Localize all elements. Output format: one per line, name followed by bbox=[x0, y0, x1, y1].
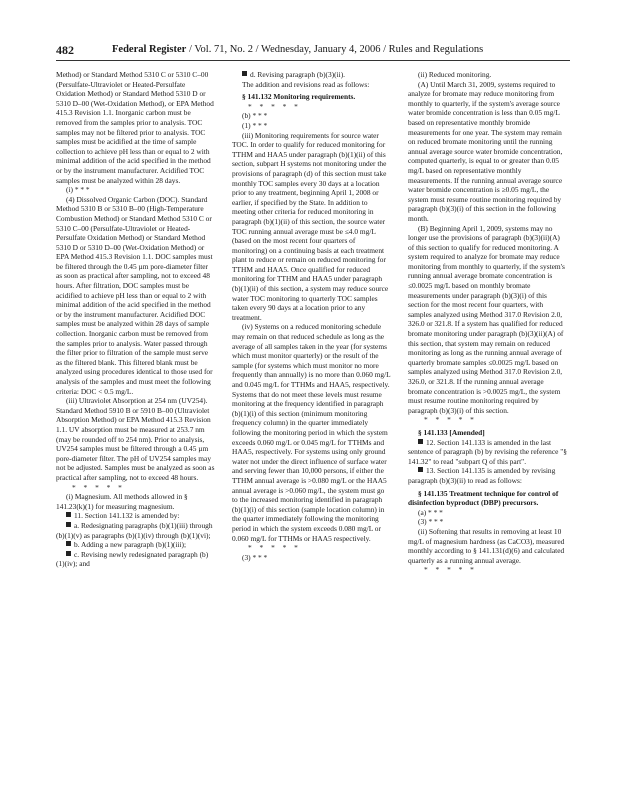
paragraph: (i) * * * bbox=[66, 185, 90, 195]
amendatory-instruction bbox=[56, 511, 215, 521]
paragraph: (A) Until March 31, 2009, systems required to analyze for bromate may reduce monitoring from monthly to quarterly, if the system's average source water bromide concentration is less than 0.05 mg/L based on representative monthly bromide measurements for one year. The system may remain on reduced bromate monitoring until the running annual average source water bromide concentration, computed quarterly, is equal to or greater than 0.05 mg/L based on representative monthly measurements. If the running annual average source water bromide concentration is ≥0.05 mg/L, the system must resume routine monitoring required by paragraph (b)(3)(i) of this section in the following month. bbox=[408, 79, 563, 223]
amendatory-instruction bbox=[56, 521, 215, 540]
omission-stars: * * * * * bbox=[72, 482, 125, 492]
instruction-text: 12. Section 141.133 is amended in the last sentence of paragraph (b) by revising the reference "§ 141.32" to read "subpart Q of this part". bbox=[408, 437, 567, 466]
amendatory-instruction bbox=[408, 466, 567, 485]
text-column-3 bbox=[408, 70, 567, 575]
square-bullet-icon bbox=[66, 512, 71, 517]
paragraph: (iii) Monitoring requirements for source water TOC. In order to qualify for reduced monitoring for TTHM and HAA5 under paragraph (b)(1)(ii) of this section, subpart H systems not monitoring under the provisions of paragraph (d) of this section must take monthly TOC samples every 30 days at a location prior to any treatment, beginning April 1, 2008 or earlier, if specified by the State. In addition to meeting other criteria for reduced monitoring in paragraph (b)(1)(ii) of this section, the source water TOC running annual average must be ≤4.0 mg/L (based on the most recent four quarters of monitoring) on a continuing basis at each treatment plant to reduce or remain on reduced monitoring for TTHM and HAA5. Once qualified for reduced monitoring for TTHM and HAA5 under paragraph (b)(1)(ii) of this section, a system may reduce source water TOC monitoring to quarterly TOC samples taken every 90 days at a location prior to any treatment. bbox=[232, 130, 389, 322]
paragraph: (1) * * * bbox=[242, 120, 268, 130]
paragraph: (3) * * * bbox=[242, 552, 268, 562]
omission-stars: * * * * * bbox=[248, 101, 301, 111]
paragraph: (a) * * * bbox=[418, 507, 443, 517]
section-heading: § 141.133 [Amended] bbox=[418, 427, 485, 437]
paragraph: (i) Magnesium. All methods allowed in § 141.23(k)(1) for measuring magnesium. bbox=[56, 492, 188, 511]
running-header bbox=[56, 43, 570, 57]
omission-stars: * * * * * bbox=[248, 543, 301, 553]
paragraph: (3) * * * bbox=[418, 517, 444, 527]
paragraph: (iii) Ultraviolet Absorption at 254 nm (UV254). Standard Method 5910 B or 5910 B–00 (Ultraviolet Absorption Method) or EPA Method 415.3 Revision 1.1. UV absorption must be measured at 253.7 nm (may be rounded off to 254 nm). Prior to analysis, UV254 samples must be filtered through a 0.45 µm pore-diameter filter. The pH of UV254 samples may not be adjusted. Samples must be analyzed as soon as practical after sampling, not to exceed 48 hours. bbox=[56, 396, 215, 482]
instruction-text: 13. Section 141.135 is amended by revising paragraph (b)(3)(ii) to read as follows: bbox=[408, 466, 556, 485]
text-column-2 bbox=[232, 70, 391, 562]
text-column-1 bbox=[56, 70, 215, 569]
square-bullet-icon bbox=[66, 522, 71, 527]
square-bullet-icon bbox=[242, 71, 247, 76]
amendatory-instruction bbox=[408, 438, 567, 467]
page-number: 482 bbox=[56, 43, 74, 57]
instruction-text: b. Adding a new paragraph (b)(1)(iii); bbox=[74, 540, 187, 550]
issue-info: / Vol. 71, No. 2 / Wednesday, January 4, 2006 / Rules and Regulations bbox=[186, 44, 484, 55]
paragraph: Method) or Standard Method 5310 C or 5310 C–00 (Persulfate-Ultraviolet or Heated-Persulfate Oxidation Method) or Standard Method 5310 D or 5310 D–00 (Wet-Oxidation Method), or EPA Method 415.3 Revision 1.1. Inorganic carbon must be removed from the samples prior to analysis. TOC samples may not be filtered prior to analysis. TOC samples must be acidified at the time of sample collection to achieve pH less than or equal to 2 with minimal addition of the acid specified in the method or by the instrument manufacturer. Acidified TOC samples must be analyzed within 28 days. bbox=[56, 70, 214, 185]
square-bullet-icon bbox=[66, 551, 71, 556]
instruction-text: a. Redesignating paragraphs (b)(1)(iii) through (b)(1)(v) as paragraphs (b)(1)(iv) through (b)(1)(vi); bbox=[56, 520, 213, 540]
amendatory-instruction bbox=[232, 70, 391, 80]
amendatory-instruction bbox=[56, 550, 215, 569]
paragraph: (B) Beginning April 1, 2009, systems may no longer use the provisions of paragraph (b)(3)(ii)(A) of this section to qualify for reduced monitoring. A system required to analyze for bromate may reduce monitoring from monthly to quarterly, if the system's running annual average bromate concentration is ≤0.0025 mg/L based on monthly bromate measurements under paragraph (b)(3)(i) of this section for the most recent four quarters, with samples analyzed using Method 317.0 Revision 2.0, 326.0 or 321.8. If a system has qualified for reduced bromate monitoring under paragraph (b)(3)(ii)(A) of this section, that system may remain on reduced monitoring as long as the running annual average of quarterly bromate samples ≤0.0025 mg/L based on samples analyzed using Method 317.0 Revision 2.0, 326.0, or 321.8. If the running annual average bromate concentration is >0.0025 mg/L, the system must resume routine monitoring required by paragraph (b)(3)(i) of this section. bbox=[408, 223, 565, 415]
amendatory-instruction bbox=[56, 540, 215, 550]
instruction-text: c. Revising newly redesignated paragraph (b)(1)(iv); and bbox=[56, 549, 209, 569]
paragraph: (ii) Softening that results in removing at least 10 mg/L of magnesium hardness (as CaCO3), measured monthly according to § 141.131(d)(6) and calculated quarterly as a running annual average. bbox=[408, 526, 565, 565]
paragraph: (b) * * * bbox=[242, 111, 268, 121]
square-bullet-icon bbox=[418, 467, 423, 472]
paragraph: (4) Dissolved Organic Carbon (DOC). Standard Method 5310 B or 5310 B–00 (High-Temperature Combustion Method) or Standard Method 5310 C or 5310 C–00 (Persulfate-Ultraviolet or Heated-Persulfate Oxidation Method) or Standard Method 5310 D or 5310 D–00 (Wet-Oxidation Method) or EPA Method 415.3 Revision 1.1. DOC samples must be filtered through the 0.45 µm pore-diameter filter as soon as practical after sampling, not to exceed 48 hours. After filtration, DOC samples must be acidified to achieve pH less than or equal to 2 with minimal addition of the acid specified in the method or by the instrument manufacturer. Acidified DOC samples must be analyzed within 28 days of sample collection. Inorganic carbon must be removed from the samples prior to analysis. Water passed through the filter prior to filtration of the sample must serve as the filtered blank. This filtered blank must be analyzed using procedures identical to those used for analysis of the samples and must meet the following criteria: DOC < 0.5 mg/L. bbox=[56, 194, 213, 396]
running-head bbox=[112, 44, 483, 55]
instruction-text: 11. Section 141.132 is amended by: bbox=[74, 511, 180, 521]
instruction-text: d. Revising paragraph (b)(3)(ii). bbox=[250, 70, 346, 79]
section-heading: § 141.135 Treatment technique for control of disinfection byproduct (DBP) precursors. bbox=[408, 488, 559, 508]
omission-stars: * * * * * bbox=[424, 415, 477, 425]
paragraph: (ii) Reduced monitoring. bbox=[418, 70, 492, 79]
square-bullet-icon bbox=[66, 541, 71, 546]
section-heading: § 141.132 Monitoring requirements. bbox=[242, 92, 356, 102]
header-rule bbox=[56, 60, 570, 61]
paragraph: The addition and revisions read as follows: bbox=[242, 79, 370, 89]
paragraph: (iv) Systems on a reduced monitoring schedule may remain on that reduced schedule as long as the average of all samples taken in the year (for systems which must monitor quarterly) or the result of the sample (for systems which must monitor no more frequently than annually) is no more than 0.060 mg/L and 0.045 mg/L for TTHMs and HAA5, respectively. Systems that do not meet these levels must resume monitoring at the frequency identified in paragraph (b)(1)(i) of this section (minimum monitoring frequency column) in the quarter immediately following the monitoring period in which the system exceeds 0.060 mg/L or 0.045 mg/L for TTHMs and HAA5, respectively. For systems using only ground water not under the direct influence of surface water and serving fewer than 10,000 persons, if either the TTHM annual average is >0.080 mg/L or the HAA5 annual average is >0.060 mg/L, the system must go to the increased monitoring identified in paragraph (b)(1)(i) of this section (sample location column) in the quarter immediately following the monitoring period in which the system exceeds 0.080 mg/L or 0.060 mg/L for TTHMs or HAA5 respectively. bbox=[232, 322, 391, 543]
publication-title: Federal Register bbox=[112, 44, 187, 55]
omission-stars: * * * * * bbox=[424, 565, 477, 575]
square-bullet-icon bbox=[418, 439, 423, 444]
